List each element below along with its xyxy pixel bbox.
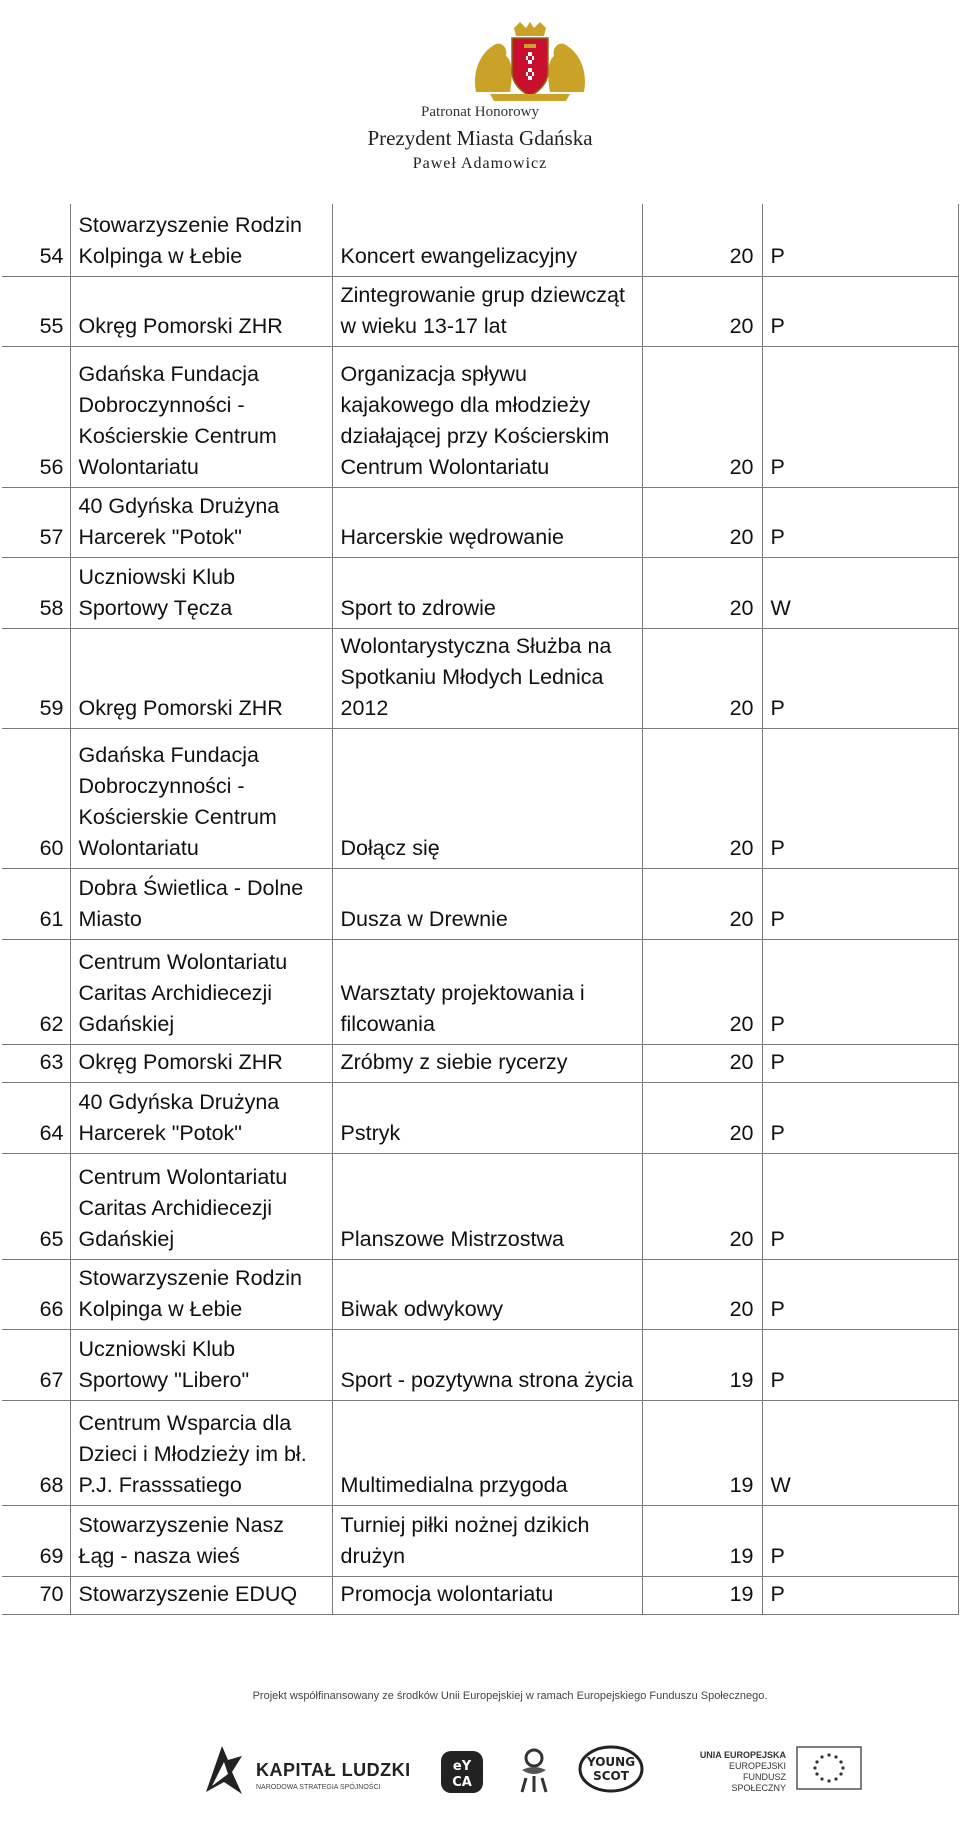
young-scot-logo-icon: [578, 1744, 644, 1794]
svg-text:SCOT: SCOT: [593, 1769, 629, 1783]
row-number: 58: [2, 557, 70, 628]
project-cell: Organizacja spływu kajakowego dla młodzieży działającej przy Kościerskim Centrum Wolontariatu: [332, 346, 642, 487]
row-number: 57: [2, 487, 70, 557]
organization-cell: Okręg Pomorski ZHR: [70, 628, 332, 728]
category-cell: P: [762, 939, 958, 1044]
row-number: 55: [2, 276, 70, 346]
patronage-label: Patronat Honorowy: [421, 104, 539, 120]
funding-note: Projekt współfinansowany ze środków Unii Europejskiej w ramach Europejskiego Funduszu Społecznego.: [252, 1690, 768, 1702]
organization-cell: Centrum Wolontariatu Caritas Archidiecezji Gdańskiej: [70, 939, 332, 1044]
project-cell: Sport to zdrowie: [332, 557, 642, 628]
table-row: [2, 628, 958, 728]
project-cell: Planszowe Mistrzostwa: [332, 1153, 642, 1259]
eu-line3: FUNDUSZ SPOŁECZNY: [731, 1772, 786, 1793]
row-number: 65: [2, 1153, 70, 1259]
row-number: 63: [2, 1044, 70, 1082]
project-cell: Zróbmy z siebie rycerzy: [332, 1044, 642, 1082]
project-cell: Pstryk: [332, 1082, 642, 1153]
category-cell: P: [762, 628, 958, 728]
project-cell: Dusza w Drewnie: [332, 868, 642, 939]
organization-cell: Gdańska Fundacja Dobroczynności - Kościerskie Centrum Wolontariatu: [70, 728, 332, 868]
points-cell: 20: [642, 628, 762, 728]
project-cell: Harcerskie wędrowanie: [332, 487, 642, 557]
row-number: 54: [2, 204, 70, 276]
table-row: [2, 1044, 958, 1082]
project-cell: Zintegrowanie grup dziewcząt w wieku 13-17 lat: [332, 276, 642, 346]
row-number: 61: [2, 868, 70, 939]
table-row: [2, 487, 958, 557]
table-row: [2, 1576, 958, 1614]
points-cell: 19: [642, 1576, 762, 1614]
table-row: [2, 204, 958, 276]
project-cell: Dołącz się: [332, 728, 642, 868]
eu-flag-icon: [796, 1746, 862, 1790]
patronage-header: [0, 0, 960, 190]
points-cell: 20: [642, 868, 762, 939]
category-cell: P: [762, 728, 958, 868]
ribbon-logo-icon: [514, 1744, 554, 1794]
organization-cell: Stowarzyszenie Nasz Łąg - nasza wieś: [70, 1505, 332, 1576]
category-cell: P: [762, 346, 958, 487]
points-cell: 20: [642, 346, 762, 487]
category-cell: P: [762, 487, 958, 557]
gdansk-coat-of-arms-icon: [466, 22, 594, 102]
category-cell: P: [762, 1576, 958, 1614]
category-cell: W: [762, 1400, 958, 1505]
table-row: [2, 728, 958, 868]
row-number: 59: [2, 628, 70, 728]
row-number: 69: [2, 1505, 70, 1576]
category-cell: P: [762, 1259, 958, 1329]
table-row: [2, 346, 958, 487]
row-number: 56: [2, 346, 70, 487]
organization-cell: Gdańska Fundacja Dobroczynności - Kościerskie Centrum Wolontariatu: [70, 346, 332, 487]
organization-cell: Uczniowski Klub Sportowy Tęcza: [70, 557, 332, 628]
points-cell: 20: [642, 487, 762, 557]
organization-cell: Okręg Pomorski ZHR: [70, 1044, 332, 1082]
row-number: 60: [2, 728, 70, 868]
points-cell: 20: [642, 1044, 762, 1082]
eu-line1: UNIA EUROPEJSKA: [699, 1750, 786, 1760]
project-cell: Promocja wolontariatu: [332, 1576, 642, 1614]
svg-text:CA: CA: [452, 1775, 472, 1790]
row-number: 66: [2, 1259, 70, 1329]
project-cell: Biwak odwykowy: [332, 1259, 642, 1329]
row-number: 70: [2, 1576, 70, 1614]
table-row: [2, 1259, 958, 1329]
kapital-title: KAPITAŁ LUDZKI: [256, 1760, 411, 1780]
organization-cell: Dobra Świetlica - Dolne Miasto: [70, 868, 332, 939]
kapital-ludzki-logo: [202, 1742, 412, 1802]
category-cell: P: [762, 1505, 958, 1576]
category-cell: P: [762, 276, 958, 346]
table-row: [2, 939, 958, 1044]
organization-cell: Okręg Pomorski ZHR: [70, 276, 332, 346]
ranking-table: [2, 204, 959, 1615]
category-cell: P: [762, 1329, 958, 1400]
organization-cell: Uczniowski Klub Sportowy "Libero": [70, 1329, 332, 1400]
organization-cell: Centrum Wolontariatu Caritas Archidiecezji Gdańskiej: [70, 1153, 332, 1259]
table-row: [2, 1153, 958, 1259]
table-row: [2, 1400, 958, 1505]
eu-fund-logo: [698, 1742, 868, 1798]
points-cell: 19: [642, 1329, 762, 1400]
row-number: 68: [2, 1400, 70, 1505]
points-cell: 20: [642, 728, 762, 868]
table-row: [2, 276, 958, 346]
organization-cell: Stowarzyszenie Rodzin Kolpinga w Łebie: [70, 1259, 332, 1329]
points-cell: 20: [642, 939, 762, 1044]
organization-cell: Stowarzyszenie EDUQ: [70, 1576, 332, 1614]
category-cell: P: [762, 1082, 958, 1153]
table-row: [2, 1082, 958, 1153]
table-row: [2, 1505, 958, 1576]
organization-cell: Centrum Wsparcia dla Dzieci i Młodzieży im bł. P.J. Frasssatiego: [70, 1400, 332, 1505]
category-cell: P: [762, 1153, 958, 1259]
points-cell: 20: [642, 1153, 762, 1259]
svg-text:eY: eY: [452, 1759, 472, 1774]
project-cell: Turniej piłki nożnej dzikich drużyn: [332, 1505, 642, 1576]
points-cell: 19: [642, 1505, 762, 1576]
kapital-subtitle: NARODOWA STRATEGIA SPÓJNOŚCI: [256, 1784, 381, 1791]
patron-title: Prezydent Miasta Gdańska: [367, 126, 593, 150]
table-row: [2, 868, 958, 939]
points-cell: 20: [642, 1259, 762, 1329]
organization-cell: Stowarzyszenie Rodzin Kolpinga w Łebie: [70, 204, 332, 276]
organization-cell: 40 Gdyńska Drużyna Harcerek "Potok": [70, 487, 332, 557]
points-cell: 20: [642, 204, 762, 276]
points-cell: 20: [642, 276, 762, 346]
row-number: 64: [2, 1082, 70, 1153]
project-cell: Warsztaty projektowania i filcowania: [332, 939, 642, 1044]
row-number: 67: [2, 1329, 70, 1400]
project-cell: Sport - pozytywna strona życia: [332, 1329, 642, 1400]
kapital-ludzki-icon: [202, 1742, 246, 1802]
table-row: [2, 557, 958, 628]
points-cell: 20: [642, 1082, 762, 1153]
points-cell: 20: [642, 557, 762, 628]
project-cell: Koncert ewangelizacyjny: [332, 204, 642, 276]
table-row: [2, 1329, 958, 1400]
eu-line2: EUROPEJSKI: [728, 1761, 786, 1771]
project-cell: Wolontarystyczna Służba na Spotkaniu Młodych Lednica 2012: [332, 628, 642, 728]
category-cell: P: [762, 204, 958, 276]
category-cell: P: [762, 868, 958, 939]
eyca-logo-icon: [440, 1750, 484, 1794]
points-cell: 19: [642, 1400, 762, 1505]
category-cell: P: [762, 1044, 958, 1082]
project-cell: Multimedialna przygoda: [332, 1400, 642, 1505]
row-number: 62: [2, 939, 70, 1044]
svg-text:YOUNG: YOUNG: [586, 1755, 636, 1769]
organization-cell: 40 Gdyńska Drużyna Harcerek "Potok": [70, 1082, 332, 1153]
funding-footer: [150, 1672, 870, 1822]
patron-name: Paweł Adamowicz: [412, 155, 548, 172]
category-cell: W: [762, 557, 958, 628]
